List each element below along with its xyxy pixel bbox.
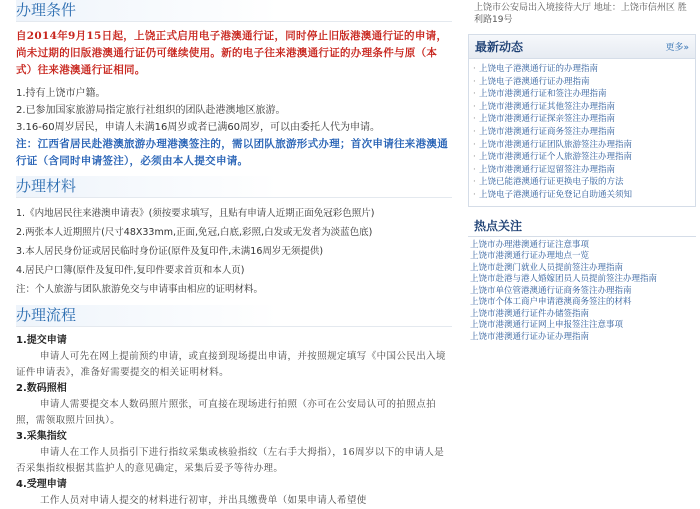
news-item[interactable]: · 上饶已能港澳通行证更换电子版的方法 [471,176,693,189]
step-text: 申请人可先在网上提前预约申请，或直接到现场提出申请，并按照规定填写《中国公民出入境证件申请表》，准备好需要提交的相关证明材料。 [16,351,446,378]
section-title-materials: 办理材料 [16,176,452,198]
material-item: 1.《内地居民往来港澳申请表》(须按要求填写，且贴有申请人近期正面免冠彩色照片) [16,208,375,219]
news-item[interactable]: · 上饶电子港澳通行证免登记自助通关须知 [471,189,693,202]
step-heading: 2.数码照相 [16,383,67,394]
step-heading: 4.受理申请 [16,479,67,490]
material-item: 2.两张本人近期照片(尺寸48X33mm,正面,免冠,白底,彩照,白发或无发者为淡蓝色底) [16,227,373,238]
section-title-process: 办理流程 [16,305,452,327]
hot-item[interactable]: 上饶市港澳通行证件办储签指南 [470,308,590,319]
news-item[interactable]: · 上饶市港澳通行证个人旅游签注办理指南 [471,151,693,164]
hot-item[interactable]: 上饶市赴港与港人婚嫁团员人员提前签注办理指南 [470,274,658,285]
news-list [469,59,695,206]
news-item[interactable]: · 上饶市港澳通行证团队旅游签注办理指南 [471,139,693,152]
step-text: 工作人员对申请人提交的材料进行初审，并出具缴费单（如果申请人希望使 [40,495,367,506]
hot-title: 热点关注 [468,215,696,237]
material-note: 注：个人旅游与团队旅游免交与申请事由相应的证明材料。 [16,284,264,295]
news-header [469,35,695,59]
hot-item[interactable]: 上饶市单位管港澳通行证商务签注办理指南 [470,285,632,296]
news-title: 最新动态 [475,40,524,54]
hot-item[interactable]: 上饶市赴澳门就业人员提前签注办理指南 [470,262,624,273]
condition-item: 1.持有上饶市户籍。 [16,88,106,99]
news-item[interactable]: · 上饶电子港澳通行证的办理指南 [471,63,693,76]
material-item: 4.居民户口簿(原件及复印件,复印件要求首页和本人页) [16,265,245,276]
condition-item: 2.已参加国家旅游局指定旅行社组织的团队赴港澳地区旅游。 [16,105,286,116]
section-title-conditions: 办理条件 [16,0,452,22]
hot-list [468,237,696,344]
step-heading: 3.采集指纹 [16,431,67,442]
more-link[interactable]: 更多» [665,43,689,53]
news-item[interactable]: · 上饶市港澳通行证探亲签注办理指南 [471,113,693,126]
news-item[interactable]: · 上饶市港澳通行证和签注办理指南 [471,88,693,101]
step-heading: 1.提交申请 [16,335,67,346]
step-text: 申请人需要提交本人数码照片照张，可直接在现场进行拍照（亦可在公安局认可的拍照点拍照，需领取照片回执）。 [16,399,437,426]
notice-text: 自2014年9月15日起，上饶正式启用电子港澳通行证，同时停止旧版港澳通行证的申请，尚未过期的旧版港澳通行证仍可继续使用。新的电子往来港澳通行证的办理条件与原（本式）往来港澳通行证相同。 [16,30,448,76]
hot-item[interactable]: 上饶市港澳通行证办理地点一览 [470,251,590,262]
hot-item[interactable]: 上饶市办理港澳通行证注意事项 [470,239,590,250]
condition-note: 注：江西省居民赴港澳旅游办理港澳签注的，需以团队旅游形式办理；首次申请往来港澳通行证（含同时申请签注），必须由本人提交申请。 [16,138,448,167]
material-item: 3.本人居民身份证或居民临时身份证(原件及复印件,未满16周岁无须提供) [16,246,324,257]
news-item[interactable]: · 上饶电子港澳通行证办理指南 [471,76,693,89]
news-item[interactable]: · 上饶市港澳通行证商务签注办理指南 [471,126,693,139]
address-text: 上饶市公安局出入境接待大厅 地址：上饶市信州区 胜利路19号 [474,3,687,25]
sidebar [468,0,696,490]
news-item[interactable]: · 上饶市港澳通行证其他签注办理指南 [471,101,693,114]
hot-item[interactable]: 上饶市港澳通行证办证办理指南 [470,331,590,342]
news-box [468,34,696,207]
hot-item[interactable]: 上饶市港澳通行证网上申报签注注意事项 [470,320,624,331]
condition-item: 3.16-60周岁居民，申请人未满16周岁或者已满60周岁，可以由委托人代为申请。 [16,122,381,133]
news-item[interactable]: · 上饶市港澳通行证逗留签注办理指南 [471,164,693,177]
hot-item[interactable]: 上饶市个体工商户申请港澳商务签注的材料 [470,297,632,308]
step-text: 申请人在工作人员指引下进行指纹采集或核验指纹（左右手大拇指），16周岁以下的申请人是否采集指纹根据其监护人的意见确定，采集后妥予等待办理。 [16,447,445,474]
